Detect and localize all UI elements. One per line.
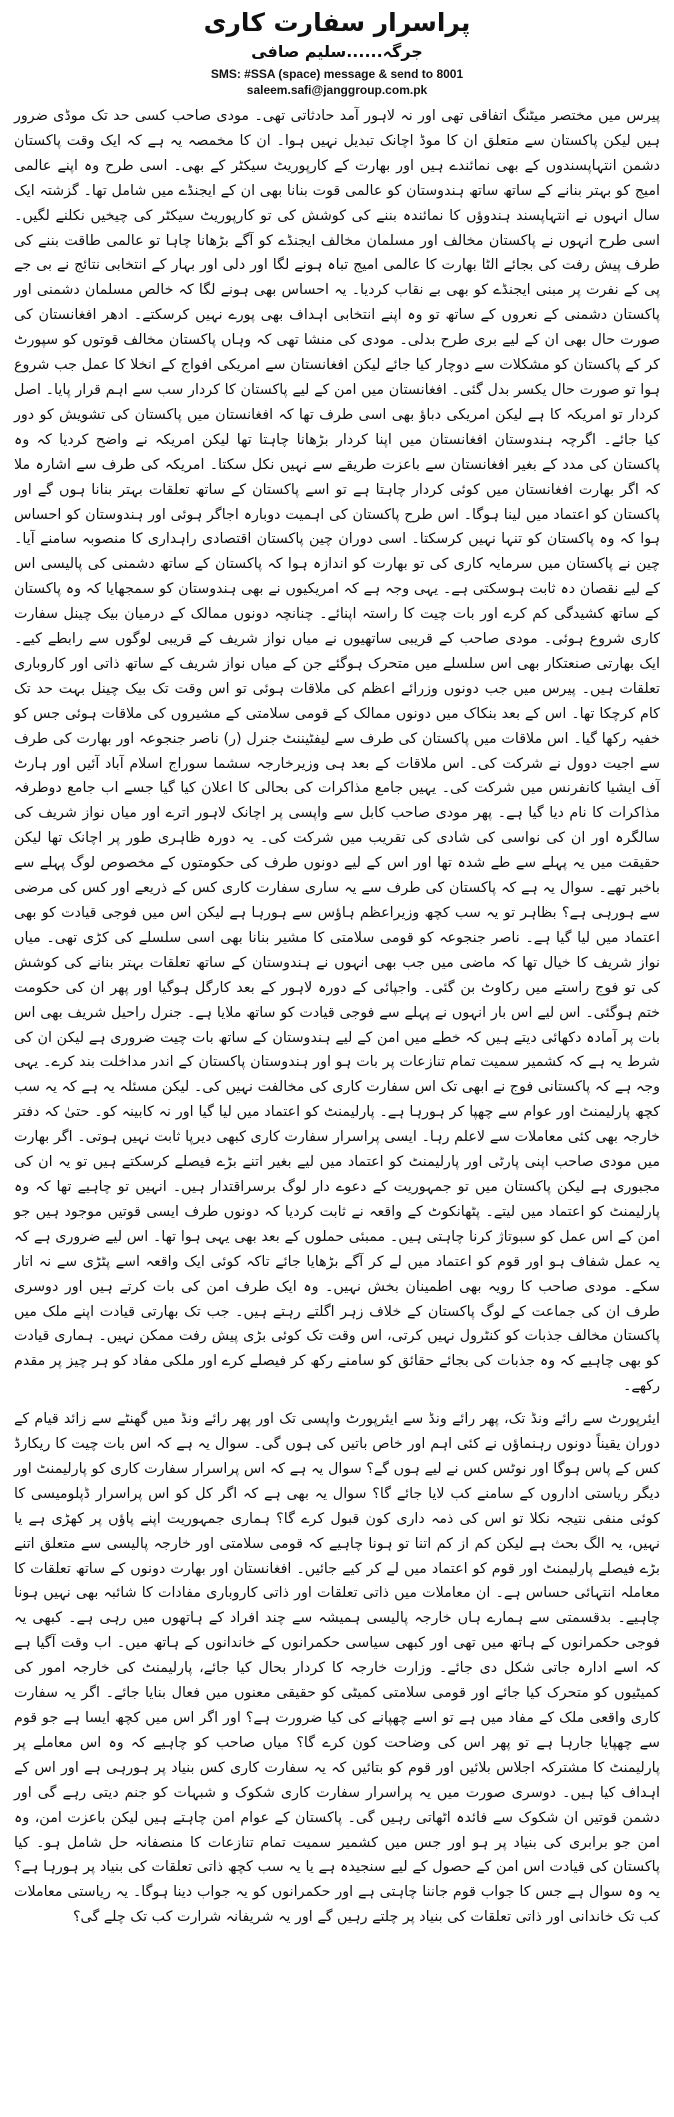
author-byline: جرگہ......سلیم صافی	[251, 42, 423, 61]
article-title: پراسرار سفارت کاری	[203, 8, 471, 37]
sms-instruction: SMS: #SSA (space) message & send to 8001	[210, 67, 464, 81]
article-paragraph: ایئرپورٹ سے رائے ونڈ تک، پھر رائے ونڈ سے ایئرپورٹ واپسی تک اور پھر رائے ونڈ میں گھنٹے سے زائد قیام کے دوران یقیناً دونوں رہنماؤں نے کئی اہم اور خاص باتیں کی ہوں گی۔ سوال یہ ہے کہ اس بات چیت کا ریکارڈ کس کے پاس ہوگا اور نوٹس کس نے لیے ہوں گے؟ سوال یہ ہے کہ اس پراسرار سفارت کاری کو پارلیمنٹ اور دیگر ریاستی اداروں کے سامنے کب لایا جائے گا؟ سوال یہ بھی ہے کہ اگر کل کو اس پراسرار ڈپلومیسی کا کوئی منفی نتیجہ نکلا تو اس کی ذمہ داری کون قبول کرے گا؟ ہماری جمہوریت اپنے پاؤں پر کھڑی ہے یا نہیں، یہ الگ بحث ہے لیکن کم از کم اتنا تو ہونا چاہیے کہ قومی سلامتی اور خارجہ پالیسی سے متعلق اتنے بڑے فیصلے پارلیمنٹ اور قوم کو اعتماد میں لے کر کیے جائیں۔ افغانستان اور بھارت دونوں کے ساتھ تعلقات کا معاملہ انتہائی حساس ہے۔ ان معاملات میں ذاتی تعلقات اور ذاتی کاروباری مفادات کا شائبہ بھی نہیں ہونا چاہیے۔ بدقسمتی سے ہمارے ہاں خارجہ پالیسی ہمیشہ سے چند افراد کے ہاتھوں میں رہی ہے۔ کبھی یہ فوجی حکمرانوں کے ہاتھ میں تھی اور کبھی سیاسی حکمرانوں کے خاندانوں کے ہاتھ میں۔ اب وقت آگیا ہے کہ اسے ادارہ جاتی شکل دی جائے۔ وزارت خارجہ کا کردار بحال کیا جائے، پارلیمنٹ کی خارجہ امور کی کمیٹیوں کو متحرک کیا جائے اور قومی سلامتی کمیٹی کو حقیقی معنوں میں فعال بنایا جائے۔ اگر یہ سفارت کاری واقعی ملک کے مفاد میں ہے تو اسے چھپانے کی کیا ضرورت ہے؟ اور اگر اس میں کچھ ایسا ہے جو قوم سے چھپایا جارہا ہے تو پھر اس کی وضاحت کون کرے گا؟ میاں صاحب کو چاہیے کہ وہ اس معاملے پر پارلیمنٹ کا مشترکہ اجلاس بلائیں اور قوم کو بتائیں کہ یہ سفارت کاری کس بنیاد پر ہورہی ہے اور اس کے اہداف کیا ہیں۔ دوسری صورت میں یہ پراسرار سفارت کاری شکوک و شبہات کو جنم دیتی رہے گی اور دشمن قوتیں ان شکوک سے فائدہ اٹھاتی رہیں گی۔ پاکستان کے عوام امن چاہتے ہیں لیکن باعزت امن، وہ امن جو برابری کی بنیاد پر ہو اور جس میں کشمیر سمیت تمام تنازعات کا منصفانہ حل شامل ہو۔ کیا پاکستان کی قیادت اس امن کے حصول کے لیے سنجیدہ ہے یا یہ سب کچھ ذاتی تعلقات کی بنیاد پر ہورہا ہے؟ یہ وہ سوال ہے جس کا جواب قوم جاننا چاہتی ہے اور حکمرانوں کو یہ جواب دینا ہوگا۔ یہ ریاستی معاملات کب تک خاندانی اور ذاتی تعلقات کی بنیاد پر چلتے رہیں گے اور یہ شریفانہ شرارت کب تک چلے گی؟	[14, 1411, 660, 1926]
article-body	[14, 104, 660, 1930]
author-email: saleem.safi@janggroup.com.pk	[246, 83, 428, 97]
article-paragraph: پیرس میں مختصر میٹنگ اتفاقی تھی اور نہ لاہور آمد حادثاتی تھی۔ مودی صاحب کسی حد تک موڈی ضرور ہیں لیکن پاکستان سے متعلق ان کا موڈ اچانک تبدیل نہیں ہوا۔ ان کا مخمصہ یہ ہے کہ ایک وقت پاکستان دشمن انتہاپسندوں کے بھی نمائندے ہیں اور بھارت کے کارپوریٹ سیکٹر کے بھی۔ اسی طرح وہ اپنے عالمی امیج کو بہتر بنانے کے ساتھ ساتھ ہندوستان کو عالمی قوت بنانا بھی ان کے ایجنڈے میں شامل تھا۔ گزشتہ ایک سال انہوں نے انتہاپسند ہندوؤں کا نمائندہ بننے کی کوشش کی تو کارپوریٹ سیکٹر کی چیخیں نکلنے لگیں۔ اسی طرح انہوں نے پاکستان مخالف اور مسلمان مخالف ایجنڈے کو آگے بڑھانا چاہا تو عالمی طاقت بننے کی طرف پیش رفت کی بجائے الٹا بھارت کا عالمی امیج تباہ ہونے لگا اور دلی اور بہار کے انتخابی نتائج نے بی جے پی کے نفرت پر مبنی ایجنڈے کو بھی بے نقاب کردیا۔ یہ احساس بھی ہونے لگا کہ خالص مسلمان دشمنی اور پاکستان دشمنی کے نعروں کے ساتھ تو وہ اپنے انتخابی اہداف بھی پورے نہیں کرسکتے۔ ادھر افغانستان کی صورت حال بھی ان کے لیے بری طرح بدلی۔ مودی کی منشا تھی کہ وہاں پاکستان مخالف قوتوں کو سپورٹ کر کے پاکستان کو مشکلات سے دوچار کیا جائے لیکن افغانستان سے امریکی افواج کے انخلا کا عمل جب شروع ہوا تو صورت حال یکسر بدل گئی۔ افغانستان میں امن کے لیے پاکستان کا کردار سب سے اہم قرار پایا۔ اصل کردار تو امریکہ کا ہے لیکن امریکی دباؤ بھی اسی طرف تھا کہ افغانستان میں پاکستان کی تشویش کو دور کیا جائے۔ اگرچہ ہندوستان افغانستان میں اپنا کردار بڑھانا چاہتا تھا لیکن امریکہ نے واضح کردیا کہ وہ پاکستان کی مدد کے بغیر افغانستان سے باعزت طریقے سے نہیں نکل سکتا۔ امریکہ کی طرف سے اشارہ ملا کہ اگر بھارت افغانستان میں کوئی کردار چاہتا ہے تو اسے پاکستان کے ساتھ تعلقات بہتر بنانا ہوں گے اور پاکستان کو اعتماد میں لینا ہوگا۔ اس طرح پاکستان کی اہمیت دوبارہ اجاگر ہوئی اور ہندوستان کو احساس ہوا کہ وہ پاکستان کو تنہا نہیں کرسکتا۔ اسی دوران چین پاکستان اقتصادی راہداری کا منصوبہ سامنے آیا۔ چین نے پاکستان میں سرمایہ کاری کی تو بھارت کو اندازہ ہوا کہ پاکستان کے ساتھ دشمنی کی پالیسی اس کے لیے نقصان دہ ثابت ہوسکتی ہے۔ یہی وجہ ہے کہ امریکیوں نے بھی ہندوستان کو سمجھایا کہ وہ پاکستان کے ساتھ کشیدگی کم کرے اور بات چیت کا راستہ اپنائے۔ چنانچہ دونوں ممالک کے درمیان بیک چینل سفارت کاری شروع ہوئی۔ مودی صاحب کے قریبی ساتھیوں نے میاں نواز شریف کے قریبی لوگوں سے رابطے کیے۔ ایک بھارتی صنعتکار بھی اس سلسلے میں متحرک ہوگئے جن کے میاں نواز شریف کے ساتھ ذاتی اور کاروباری تعلقات ہیں۔ پیرس میں جب دونوں وزرائے اعظم کی ملاقات ہوئی تو اس وقت تک بیک چینل بہت حد تک کام کرچکا تھا۔ اس کے بعد بنکاک میں دونوں ممالک کے قومی سلامتی کے مشیروں کی ملاقات ہوئی جس کو خفیہ رکھا گیا۔ اس ملاقات میں پاکستان کی طرف سے لیفٹیننٹ جنرل (ر) ناصر جنجوعہ اور بھارت کی طرف سے اجیت دوول نے شرکت کی۔ اس ملاقات کے بعد ہی وزیرخارجہ سشما سوراج اسلام آباد آئیں اور ہارٹ آف ایشیا کانفرنس میں شرکت کی۔ یہیں جامع مذاکرات کی بحالی کا اعلان کیا گیا جسے اب جامع دوطرفہ مذاکرات کا نام دیا گیا ہے۔ پھر مودی صاحب کابل سے واپسی پر اچانک لاہور اترے اور میاں نواز شریف کی سالگرہ اور ان کی نواسی کی شادی کی تقریب میں شرکت کی۔ یہ دورہ ظاہری طور پر اچانک تھا لیکن حقیقت میں یہ پہلے سے طے شدہ تھا اور اس کے لیے دونوں طرف کی حکومتوں کے مخصوص لوگ پہلے سے باخبر تھے۔ سوال یہ ہے کہ پاکستان کی طرف سے یہ ساری سفارت کاری کس کے ذریعے اور کس کی مرضی سے ہورہی ہے؟ بظاہر تو یہ سب کچھ وزیراعظم ہاؤس سے ہورہا ہے لیکن اس میں فوجی قیادت کو بھی اعتماد میں لیا گیا ہے۔ ناصر جنجوعہ کو قومی سلامتی کا مشیر بنانا بھی اسی سلسلے کی کڑی تھی۔ میاں نواز شریف کا خیال تھا کہ ماضی میں جب بھی انہوں نے ہندوستان کے ساتھ تعلقات بہتر بنانے کی کوشش کی تو فوج راستے میں رکاوٹ بن گئی۔ واجپائی کے دورہ لاہور کے بعد کارگل ہوگیا اور پھر ان کی حکومت ختم ہوگئی۔ اس لیے اس بار انہوں نے پہلے سے فوجی قیادت کو ساتھ ملایا ہے۔ جنرل راحیل شریف بھی اس بات پر آمادہ دکھائی دیتے ہیں کہ خطے میں امن کے لیے ہندوستان کے ساتھ بات چیت ضروری ہے لیکن ان کی شرط یہ ہے کہ کشمیر سمیت تمام تنازعات پر بات ہو اور ہندوستان پاکستان کے اندر مداخلت بند کرے۔ یہی وجہ ہے کہ پاکستانی فوج نے ابھی تک اس سفارت کاری کی مخالفت نہیں کی۔ لیکن مسئلہ یہ ہے کہ یہ سب کچھ پارلیمنٹ اور عوام سے چھپا کر ہورہا ہے۔ پارلیمنٹ کو اعتماد میں لیا گیا اور نہ کابینہ کو۔ حتیٰ کہ دفتر خارجہ بھی کئی معاملات سے لاعلم رہا۔ ایسی پراسرار سفارت کاری کبھی دیرپا ثابت نہیں ہوتی۔ اگر بھارت میں مودی صاحب اپنی پارٹی اور پارلیمنٹ کو اعتماد میں لیے بغیر اتنے بڑے فیصلے کرسکتے ہیں تو یہ ان کی مجبوری ہے لیکن پاکستان میں تو جمہوریت کے دعوے دار لوگ برسراقتدار ہیں۔ انہیں تو چاہیے تھا کہ وہ پارلیمنٹ کو اعتماد میں لیتے۔ پٹھانکوٹ کے واقعہ نے ثابت کردیا کہ دونوں طرف ایسی قوتیں موجود ہیں جو امن کے اس عمل کو سبوتاژ کرنا چاہتی ہیں۔ ممبئی حملوں کے بعد بھی یہی ہوا تھا۔ اس لیے ضروری ہے کہ یہ عمل شفاف ہو اور قوم کو اعتماد میں لے کر آگے بڑھایا جائے تاکہ کوئی ایک واقعہ اسے پٹڑی سے نہ اتار سکے۔ مودی صاحب کا رویہ بھی اطمینان بخش نہیں۔ وہ ایک طرف امن کی بات کرتے ہیں اور دوسری طرف ان کی جماعت کے لوگ پاکستان کے خلاف زہر اگلتے رہتے ہیں۔ جب تک بھارتی قیادت اپنے ملک میں پاکستان مخالف جذبات کو کنٹرول نہیں کرتی، اس وقت تک کوئی بڑی پیش رفت ممکن نہیں۔ ہماری قیادت کو بھی چاہیے کہ وہ جذبات کی بجائے حقائق کو سامنے رکھ کر فیصلے کرے اور ملکی مفاد کو ہر چیز پر مقدم رکھے۔	[14, 108, 660, 1395]
